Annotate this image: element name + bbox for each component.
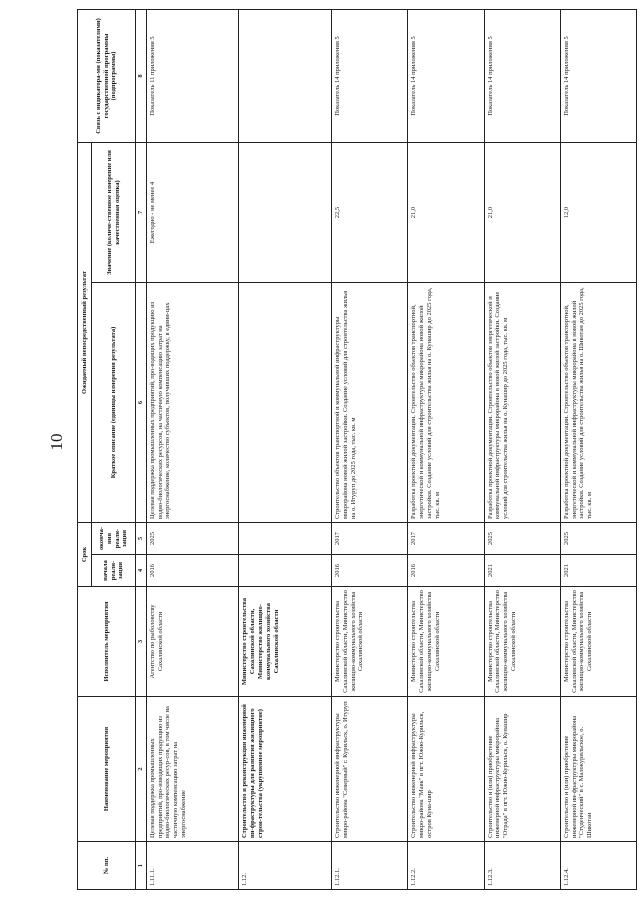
- column-number: 4: [136, 555, 147, 587]
- header-result-desc: Краткое описание (единицы измерения результата): [92, 283, 136, 523]
- row-end-year: 2025: [146, 523, 239, 555]
- row-result-description: Целевая поддержка промышленных предприятий, про-водящих продукцию из водно-биологических ресурсов, на частичную компенсацию затрат на энергоснабжение, количество субъектов, получивших поддержку, в едини-цах: [146, 283, 239, 523]
- row-end-year: [239, 523, 332, 555]
- row-measure-name: Строительство и (или) приобретение инженерной инфраструктуры микрорайона "Отрада" в пгт. Южно-Курильск, о. Кунашир: [484, 697, 560, 842]
- header-term: Срок: [78, 523, 92, 587]
- row-start-year: [239, 555, 332, 587]
- row-result-description: [239, 283, 332, 523]
- row-start-year: 2016: [408, 555, 484, 587]
- column-number: 8: [136, 10, 147, 143]
- row-measure-name: Строительство и реконструкция инженерной ин-фраструктуры для развития жилищного строи-тельства (укрупненное мероприятие): [239, 697, 332, 842]
- column-number: 7: [136, 143, 147, 283]
- row-indicator-link: Показатель 14 приложения 5: [408, 10, 484, 143]
- row-start-year: 2016: [332, 555, 408, 587]
- column-number: 3: [136, 587, 147, 697]
- row-result-value: 21,0: [408, 143, 484, 283]
- header-name: Наименование мероприятия: [78, 697, 136, 842]
- table-row: [239, 10, 332, 890]
- header-term-end: оконча-ния реали-зации: [92, 523, 136, 555]
- row-number: 1.12.4.: [560, 842, 636, 890]
- row-executor: Министерство строительства Сахалинской области, Министерство жилищно-коммунального хозяйства Сахалинской области: [408, 587, 484, 697]
- row-executor: Министерство строительства Сахалинской области, Министерство жилищно-коммунального хозяйства Сахалинской области: [484, 587, 560, 697]
- column-number: 1: [136, 842, 147, 890]
- table-row: [146, 10, 239, 890]
- measures-table: [77, 9, 637, 890]
- row-start-year: 2016: [146, 555, 239, 587]
- row-indicator-link: Показатель 11 приложения 5: [146, 10, 239, 143]
- table-row: [560, 10, 636, 890]
- row-end-year: 2025: [484, 523, 560, 555]
- row-result-value: 22,5: [332, 143, 408, 283]
- column-number: 6: [136, 283, 147, 523]
- row-number: 1.12.: [239, 842, 332, 890]
- page-number: 10: [47, 433, 66, 451]
- row-result-description: Разработка проектной документации. Строительство объектов энергетической и коммунальной инфраструктуры микрорайона в новой жилой застройки. Создание условий для строительства жилья на о. Кунашир до 2025 года, тыс. кв. м: [484, 283, 560, 523]
- row-result-value: Ежегодно - не менее 4: [146, 143, 239, 283]
- table-row: [408, 10, 484, 890]
- header-no: № пп.: [78, 842, 136, 890]
- row-indicator-link: Показатель 14 приложения 5: [332, 10, 408, 143]
- column-number: 5: [136, 523, 147, 555]
- row-executor: Министерство строительства Сахалинской области, Министерство жилищно-коммунального хозяйства Сахалинской области: [332, 587, 408, 697]
- column-number: 2: [136, 697, 147, 842]
- row-number: 1.12.2.: [408, 842, 484, 890]
- header-link: Связь с индикатора-ми (показателями) государственной программы (подпрограммы): [78, 10, 136, 143]
- row-measure-name: Целевая поддержка промышленных предприятий, про-изводящих продукцию из водно-биологических ресур-сов, в том числе на частичную компенсацию затрат на энергоснабжение: [146, 697, 239, 842]
- row-number: 1.12.1.: [332, 842, 408, 890]
- header-result-value: Значение (количе-ственное измерение или качественная оценка): [92, 143, 136, 283]
- column-number-row: [136, 10, 147, 890]
- row-result-value: 12,0: [560, 143, 636, 283]
- table-body: [146, 10, 636, 890]
- row-measure-name: Строительство инженерной инфраструктуры микро-района "Северный" г. Курильск, о. Итуруп: [332, 697, 408, 842]
- row-result-value: [239, 143, 332, 283]
- header-row-1: [78, 10, 92, 890]
- table-container: [77, 10, 637, 890]
- row-executor: Министерство строительства Сахалинской области, Министерство жилищно-коммунального хозяйства Сахалинской области: [560, 587, 636, 697]
- row-number: 1.12.3.: [484, 842, 560, 890]
- table-row: [484, 10, 560, 890]
- table-row: [332, 10, 408, 890]
- header-executor: Исполнитель мероприятия: [78, 587, 136, 697]
- row-indicator-link: Показатель 14 приложения 5: [484, 10, 560, 143]
- row-end-year: 2017: [332, 523, 408, 555]
- row-result-description: Разработка проектной документации. Строительство объектов транспортной, энергетической и коммунальной инфраструктуры микрорайона в новой жилой застройки. Создание условий для строительства жилья на о. Шикотан до 2025 года, тыс. кв. м: [560, 283, 636, 523]
- row-start-year: 2021: [484, 555, 560, 587]
- header-term-start: начала реали-зации: [92, 555, 136, 587]
- row-result-description: Разработка проектной документации. Строительство объектов транспортной, энергетической и коммунальной инфраструктуры микрорайона новой жилой застройки. Создание условий для строительства жилья на о. Кунашир до 2025 года, тыс. кв. м: [408, 283, 484, 523]
- row-indicator-link: [239, 10, 332, 143]
- header-result: Ожидаемый непосредственный результат: [78, 143, 92, 523]
- row-end-year: 2025: [560, 523, 636, 555]
- row-executor: Министерство строительства Сахалинской области, Министерство жилищно-коммунального хозяйства Сахалинской области: [239, 587, 332, 697]
- row-result-value: 21,0: [484, 143, 560, 283]
- row-measure-name: Строительство и (или) приобретение инженерной ин-фраструктуры микрорайона "Студенческий" в с. Малокурильское, о. Шикотан: [560, 697, 636, 842]
- row-start-year: 2021: [560, 555, 636, 587]
- row-measure-name: Строительство инженерной инфраструктуры микро-района "Маяк" в пгт. Южно-Курильск, остров Куна-шир: [408, 697, 484, 842]
- row-indicator-link: Показатель 14 приложения 5: [560, 10, 636, 143]
- row-result-description: Строительство объектов транспортной и коммунальной инфраструктуры микрорайона новой жилой застройки. Создание условий для строительства жилья на о. Итуруп до 2025 года, тыс. кв. м: [332, 283, 408, 523]
- row-executor: Агентство по рыболовству Сахалинской области: [146, 587, 239, 697]
- row-number: 1.11.1.: [146, 842, 239, 890]
- row-end-year: 2017: [408, 523, 484, 555]
